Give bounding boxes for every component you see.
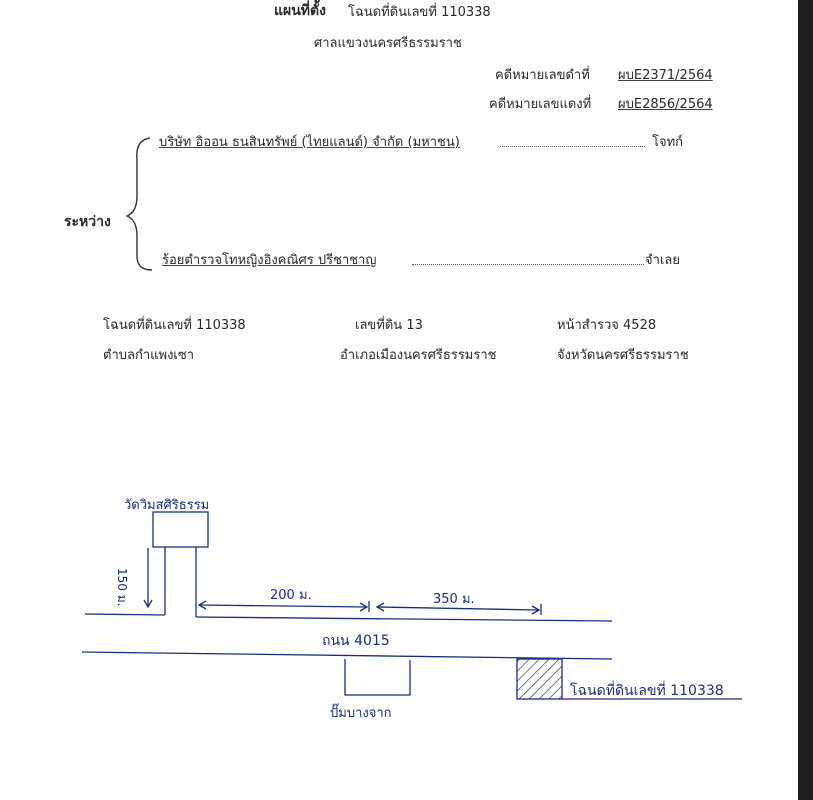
road-label: ถนน 4015 xyxy=(322,633,390,649)
plot-label: โฉนดที่ดินเลขที่ 110338 xyxy=(570,683,724,699)
document-title: แผนที่ตั้ง xyxy=(274,3,326,19)
temple-box xyxy=(153,512,208,547)
temple-label: วัดวิมสศิริธรรม xyxy=(124,498,210,513)
plaintiff-role: โจทก์ xyxy=(652,135,684,150)
defendant-role: จำเลย xyxy=(645,253,680,268)
case-red-number: ผบE2856/2564 xyxy=(618,97,713,112)
court-name: ศาลแขวงนครศรีธรรมราช xyxy=(314,36,462,51)
road-upper-left xyxy=(85,614,165,615)
land-number: เลขที่ดิน 13 xyxy=(355,318,423,333)
district: อำเภอเมืองนครศรีธรรมราช xyxy=(340,348,497,363)
document-title-suffix: โฉนดที่ดินเลขที่ 110338 xyxy=(348,5,491,20)
road-upper-right xyxy=(196,617,612,621)
plaintiff-name: บริษัท อิออน ธนสินทรัพย์ (ไทยแลนด์) จำกัด (มหาชน) xyxy=(159,135,460,150)
distance-label-2: 350 ม. xyxy=(433,592,475,607)
distance-arrow-1 xyxy=(200,605,366,607)
land-deed-number: โฉนดที่ดินเลขที่ 110338 xyxy=(103,318,246,333)
province: จังหวัดนครศรีธรรมราช xyxy=(557,348,689,363)
defendant-name: ร้อยตำรวจโทหญิงอิงคณิศร ปรีชาชาญ xyxy=(162,253,377,268)
survey-page: หน้าสำรวจ 4528 xyxy=(557,318,657,333)
road-lower xyxy=(82,652,612,659)
between-label: ระหว่าง xyxy=(64,214,111,230)
land-plot xyxy=(517,659,562,699)
subdistrict: ตำบลกำแพงเซา xyxy=(103,348,194,363)
case-red-label: คดีหมายเลขแดงที่ xyxy=(489,97,592,112)
vertical-distance-label: 150 ม. xyxy=(115,568,129,607)
distance-label-1: 200 ม. xyxy=(270,588,312,603)
gas-station-label: ปั๊มบางจาก xyxy=(330,706,392,721)
gas-station-box xyxy=(345,659,410,695)
case-black-number: ผบE2371/2564 xyxy=(618,68,713,83)
case-black-label: คดีหมายเลขดำที่ xyxy=(495,68,590,83)
